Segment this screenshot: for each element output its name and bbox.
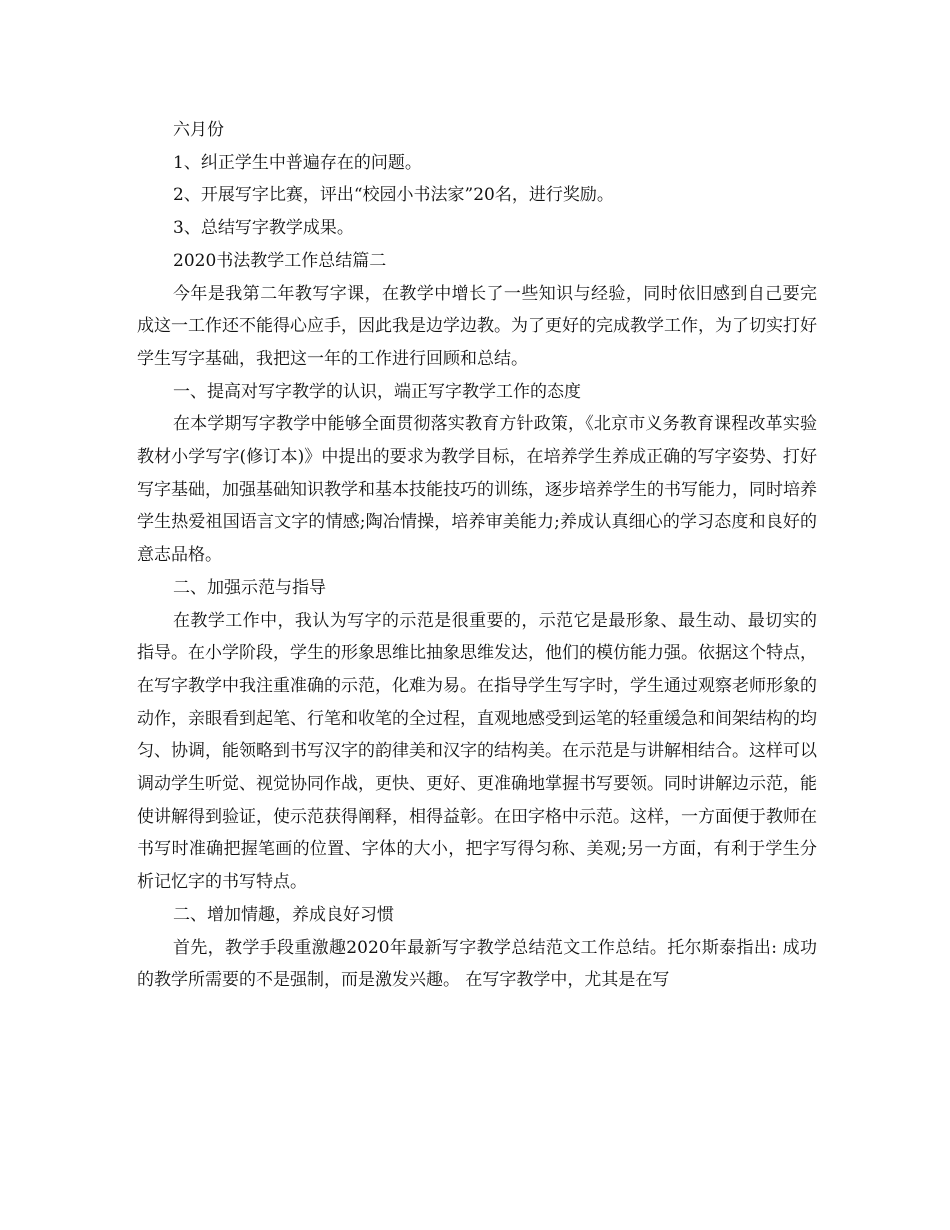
section-heading: 二、增加情趣，养成良好习惯 [173,904,394,925]
list-item: 1、纠正学生中普遍存在的问题。 [173,152,422,173]
body-paragraph: 在本学期写字教学中能够全面贯彻落实教育方针政策，《北京市义务教育课程改革实验教材小学写字(修订本)》中提出的要求为教学目标，在培养学生养成正确的写字姿势、打好写字基础，加强基础知识教学和基本技能技巧的训练，逐步培养学生的书写能力，同时培养学生热爱祖国语言文字的情感;陶冶情操，培养审美能力;养成认真细心的学习态度和良好的意志品格。 [137,414,817,566]
document-body [137,114,817,997]
body-paragraph: 首先，教学手段重激趣2020年最新写字教学总结范文工作总结。托尔斯泰指出: 成功的教学所需要的不是强制，而是激发兴趣。 在写字教学中，尤其是在写 [137,937,817,991]
section-heading: 一、提高对写字教学的认识，端正写字教学工作的态度 [173,381,581,402]
list-item: 3、总结写字教学成果。 [173,218,354,239]
section-title: 2020书法教学工作总结篇二 [173,250,387,271]
month-heading: 六月份 [173,120,224,140]
list-item: 2、开展写字比赛，评出“校园小书法家”20名，进行奖励。 [173,185,614,206]
intro-paragraph: 今年是我第二年教写字课，在教学中增长了一些知识与经验，同时依旧感到自己要完成这一工作还不能得心应手，因此我是边学边教。为了更好的完成教学工作，为了切实打好学生写字基础，我把这一年的工作进行回顾和总结。 [137,283,817,369]
section-heading: 二、加强示范与指导 [173,577,326,598]
body-paragraph: 在教学工作中，我认为写字的示范是很重要的，示范它是最形象、最生动、最切实的指导。在小学阶段，学生的形象思维比抽象思维发达，他们的模仿能力强。依据这个特点，在写字教学中我注重准确的示范，化难为易。在指导学生写字时，学生通过观察老师形象的动作，亲眼看到起笔、行笔和收笔的全过程，直观地感受到运笔的轻重缓急和间架结构的均匀、协调，能领略到书写汉字的韵律美和汉字的结构美。在示范是与讲解相结合。这样可以调动学生听觉、视觉协同作战，更快、更好、更准确地掌握书写要领。同时讲解边示范，能使讲解得到验证，使示范获得阐释，相得益彰。在田字格中示范。这样，一方面便于教师在书写时准确把握笔画的位置、字体的大小，把字写得匀称、美观;另一方面，有利于学生分析记忆字的书写特点。 [137,610,817,893]
